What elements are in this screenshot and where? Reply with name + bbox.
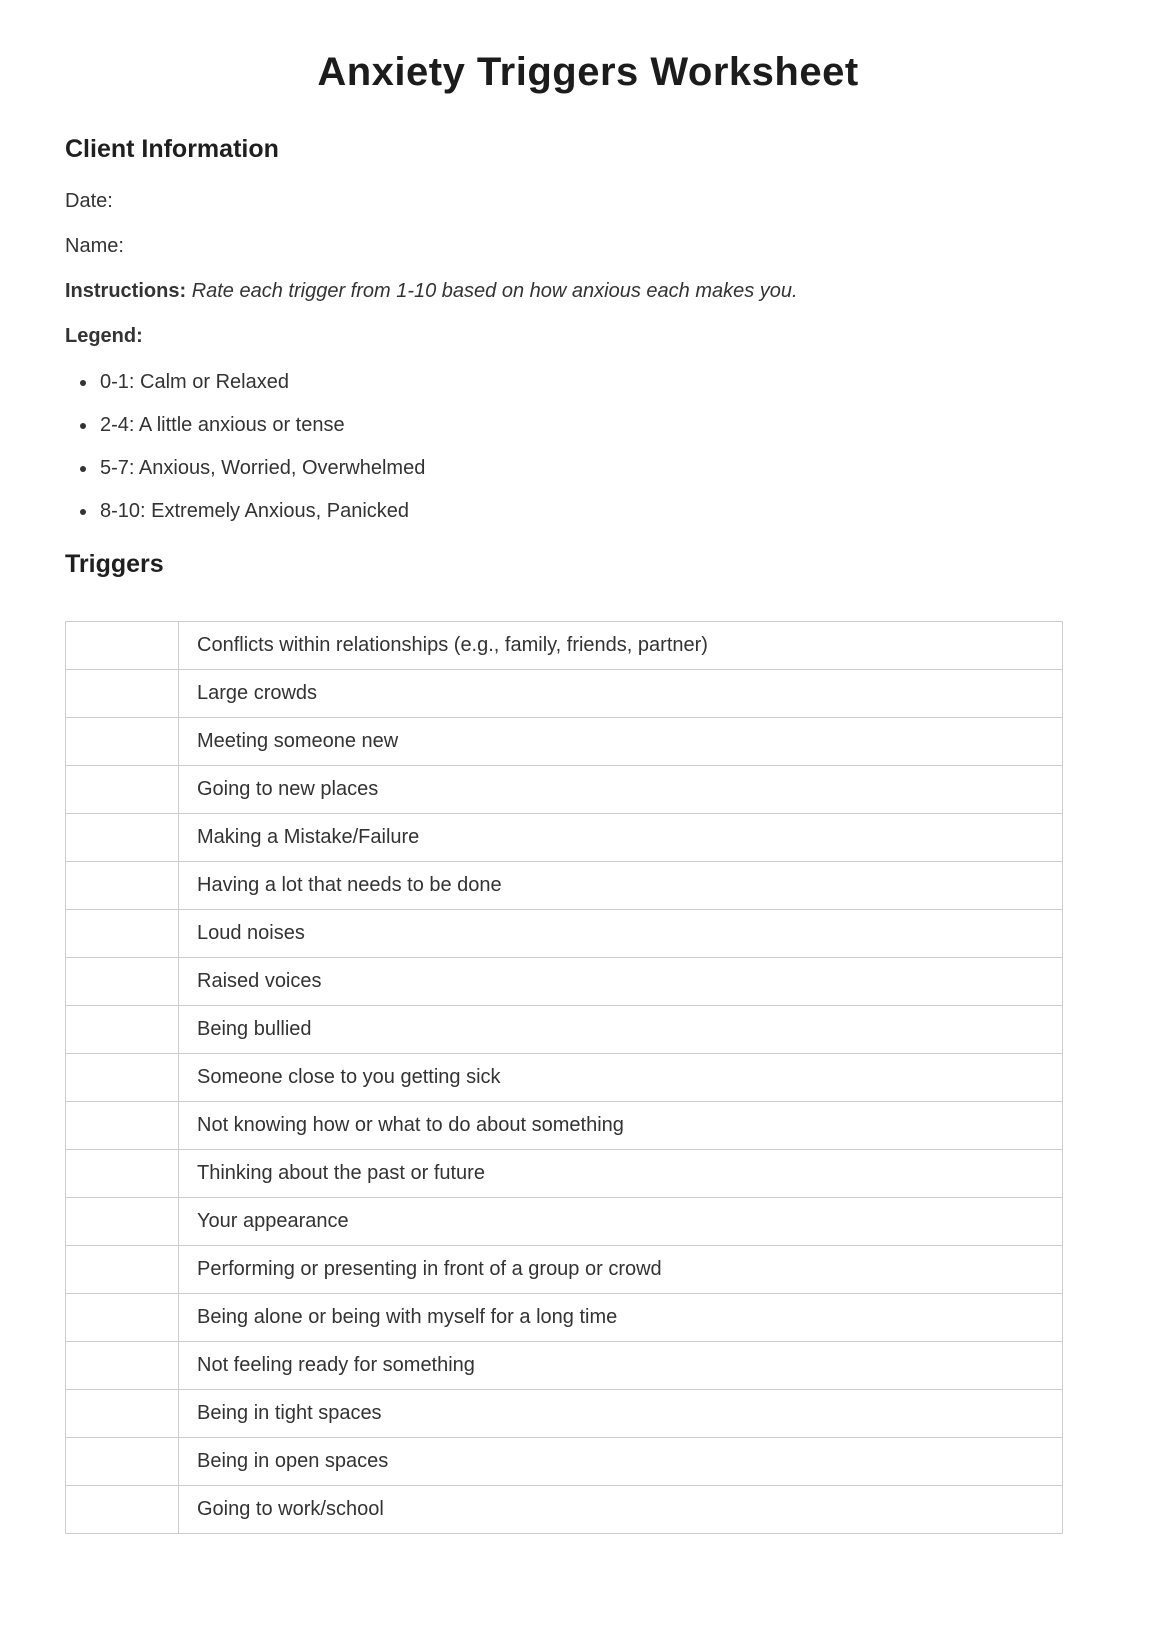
rating-cell[interactable]	[66, 1054, 179, 1102]
rating-cell[interactable]	[66, 1390, 179, 1438]
trigger-label: Going to work/school	[179, 1486, 1063, 1534]
trigger-label: Your appearance	[179, 1198, 1063, 1246]
trigger-label: Having a lot that needs to be done	[179, 862, 1063, 910]
trigger-label: Being in tight spaces	[179, 1390, 1063, 1438]
client-information-heading: Client Information	[65, 135, 279, 163]
table-row	[66, 1150, 1063, 1198]
table-row	[66, 1390, 1063, 1438]
table-row	[66, 1342, 1063, 1390]
table-row	[66, 766, 1063, 814]
rating-cell[interactable]	[66, 1342, 179, 1390]
name-label: Name:	[65, 235, 124, 257]
table-row	[66, 862, 1063, 910]
trigger-label: Large crowds	[179, 670, 1063, 718]
trigger-label: Performing or presenting in front of a group or crowd	[179, 1246, 1063, 1294]
table-row	[66, 1294, 1063, 1342]
trigger-label: Being in open spaces	[179, 1438, 1063, 1486]
legend-list	[65, 371, 1063, 522]
rating-cell[interactable]	[66, 1486, 179, 1534]
rating-cell[interactable]	[66, 1198, 179, 1246]
table-row	[66, 1006, 1063, 1054]
trigger-label: Not knowing how or what to do about something	[179, 1102, 1063, 1150]
legend-item: • 0-1: Calm or Relaxed	[98, 371, 1063, 393]
legend-line	[65, 325, 1063, 347]
trigger-label: Conflicts within relationships (e.g., family, friends, partner)	[179, 622, 1063, 670]
table-row	[66, 958, 1063, 1006]
trigger-label: Being bullied	[179, 1006, 1063, 1054]
legend-item: • 8-10: Extremely Anxious, Panicked	[98, 500, 1063, 522]
page-title: Anxiety Triggers Worksheet	[317, 50, 859, 94]
trigger-label: Not feeling ready for something	[179, 1342, 1063, 1390]
triggers-table	[65, 621, 1063, 1534]
rating-cell[interactable]	[66, 958, 179, 1006]
rating-cell[interactable]	[66, 766, 179, 814]
trigger-label: Raised voices	[179, 958, 1063, 1006]
table-row	[66, 1054, 1063, 1102]
instructions-label: Instructions:	[65, 280, 187, 302]
trigger-label: Being alone or being with myself for a long time	[179, 1294, 1063, 1342]
rating-cell[interactable]	[66, 1102, 179, 1150]
table-row	[66, 1438, 1063, 1486]
rating-cell[interactable]	[66, 862, 179, 910]
rating-cell[interactable]	[66, 622, 179, 670]
rating-cell[interactable]	[66, 670, 179, 718]
table-row	[66, 910, 1063, 958]
table-row	[66, 1102, 1063, 1150]
table-row	[66, 1198, 1063, 1246]
table-row	[66, 1486, 1063, 1534]
trigger-label: Loud noises	[179, 910, 1063, 958]
table-row	[66, 670, 1063, 718]
trigger-label: Meeting someone new	[179, 718, 1063, 766]
trigger-label: Thinking about the past or future	[179, 1150, 1063, 1198]
legend-item: • 5-7: Anxious, Worried, Overwhelmed	[98, 457, 1063, 479]
table-row	[66, 1246, 1063, 1294]
triggers-table-body	[66, 622, 1063, 1534]
date-label: Date:	[65, 190, 113, 212]
trigger-label: Making a Mistake/Failure	[179, 814, 1063, 862]
trigger-label: Someone close to you getting sick	[179, 1054, 1063, 1102]
rating-cell[interactable]	[66, 718, 179, 766]
instructions-text: Rate each trigger from 1-10 based on how anxious each makes you.	[191, 280, 798, 302]
table-row	[66, 718, 1063, 766]
rating-cell[interactable]	[66, 1006, 179, 1054]
instructions-line	[65, 280, 1063, 302]
legend-label: Legend:	[65, 325, 143, 347]
rating-cell[interactable]	[66, 1150, 179, 1198]
table-row	[66, 622, 1063, 670]
rating-cell[interactable]	[66, 1438, 179, 1486]
rating-cell[interactable]	[66, 1294, 179, 1342]
triggers-heading: Triggers	[65, 550, 164, 578]
rating-cell[interactable]	[66, 1246, 179, 1294]
rating-cell[interactable]	[66, 814, 179, 862]
trigger-label: Going to new places	[179, 766, 1063, 814]
rating-cell[interactable]	[66, 910, 179, 958]
table-row	[66, 814, 1063, 862]
legend-item: • 2-4: A little anxious or tense	[98, 414, 1063, 436]
